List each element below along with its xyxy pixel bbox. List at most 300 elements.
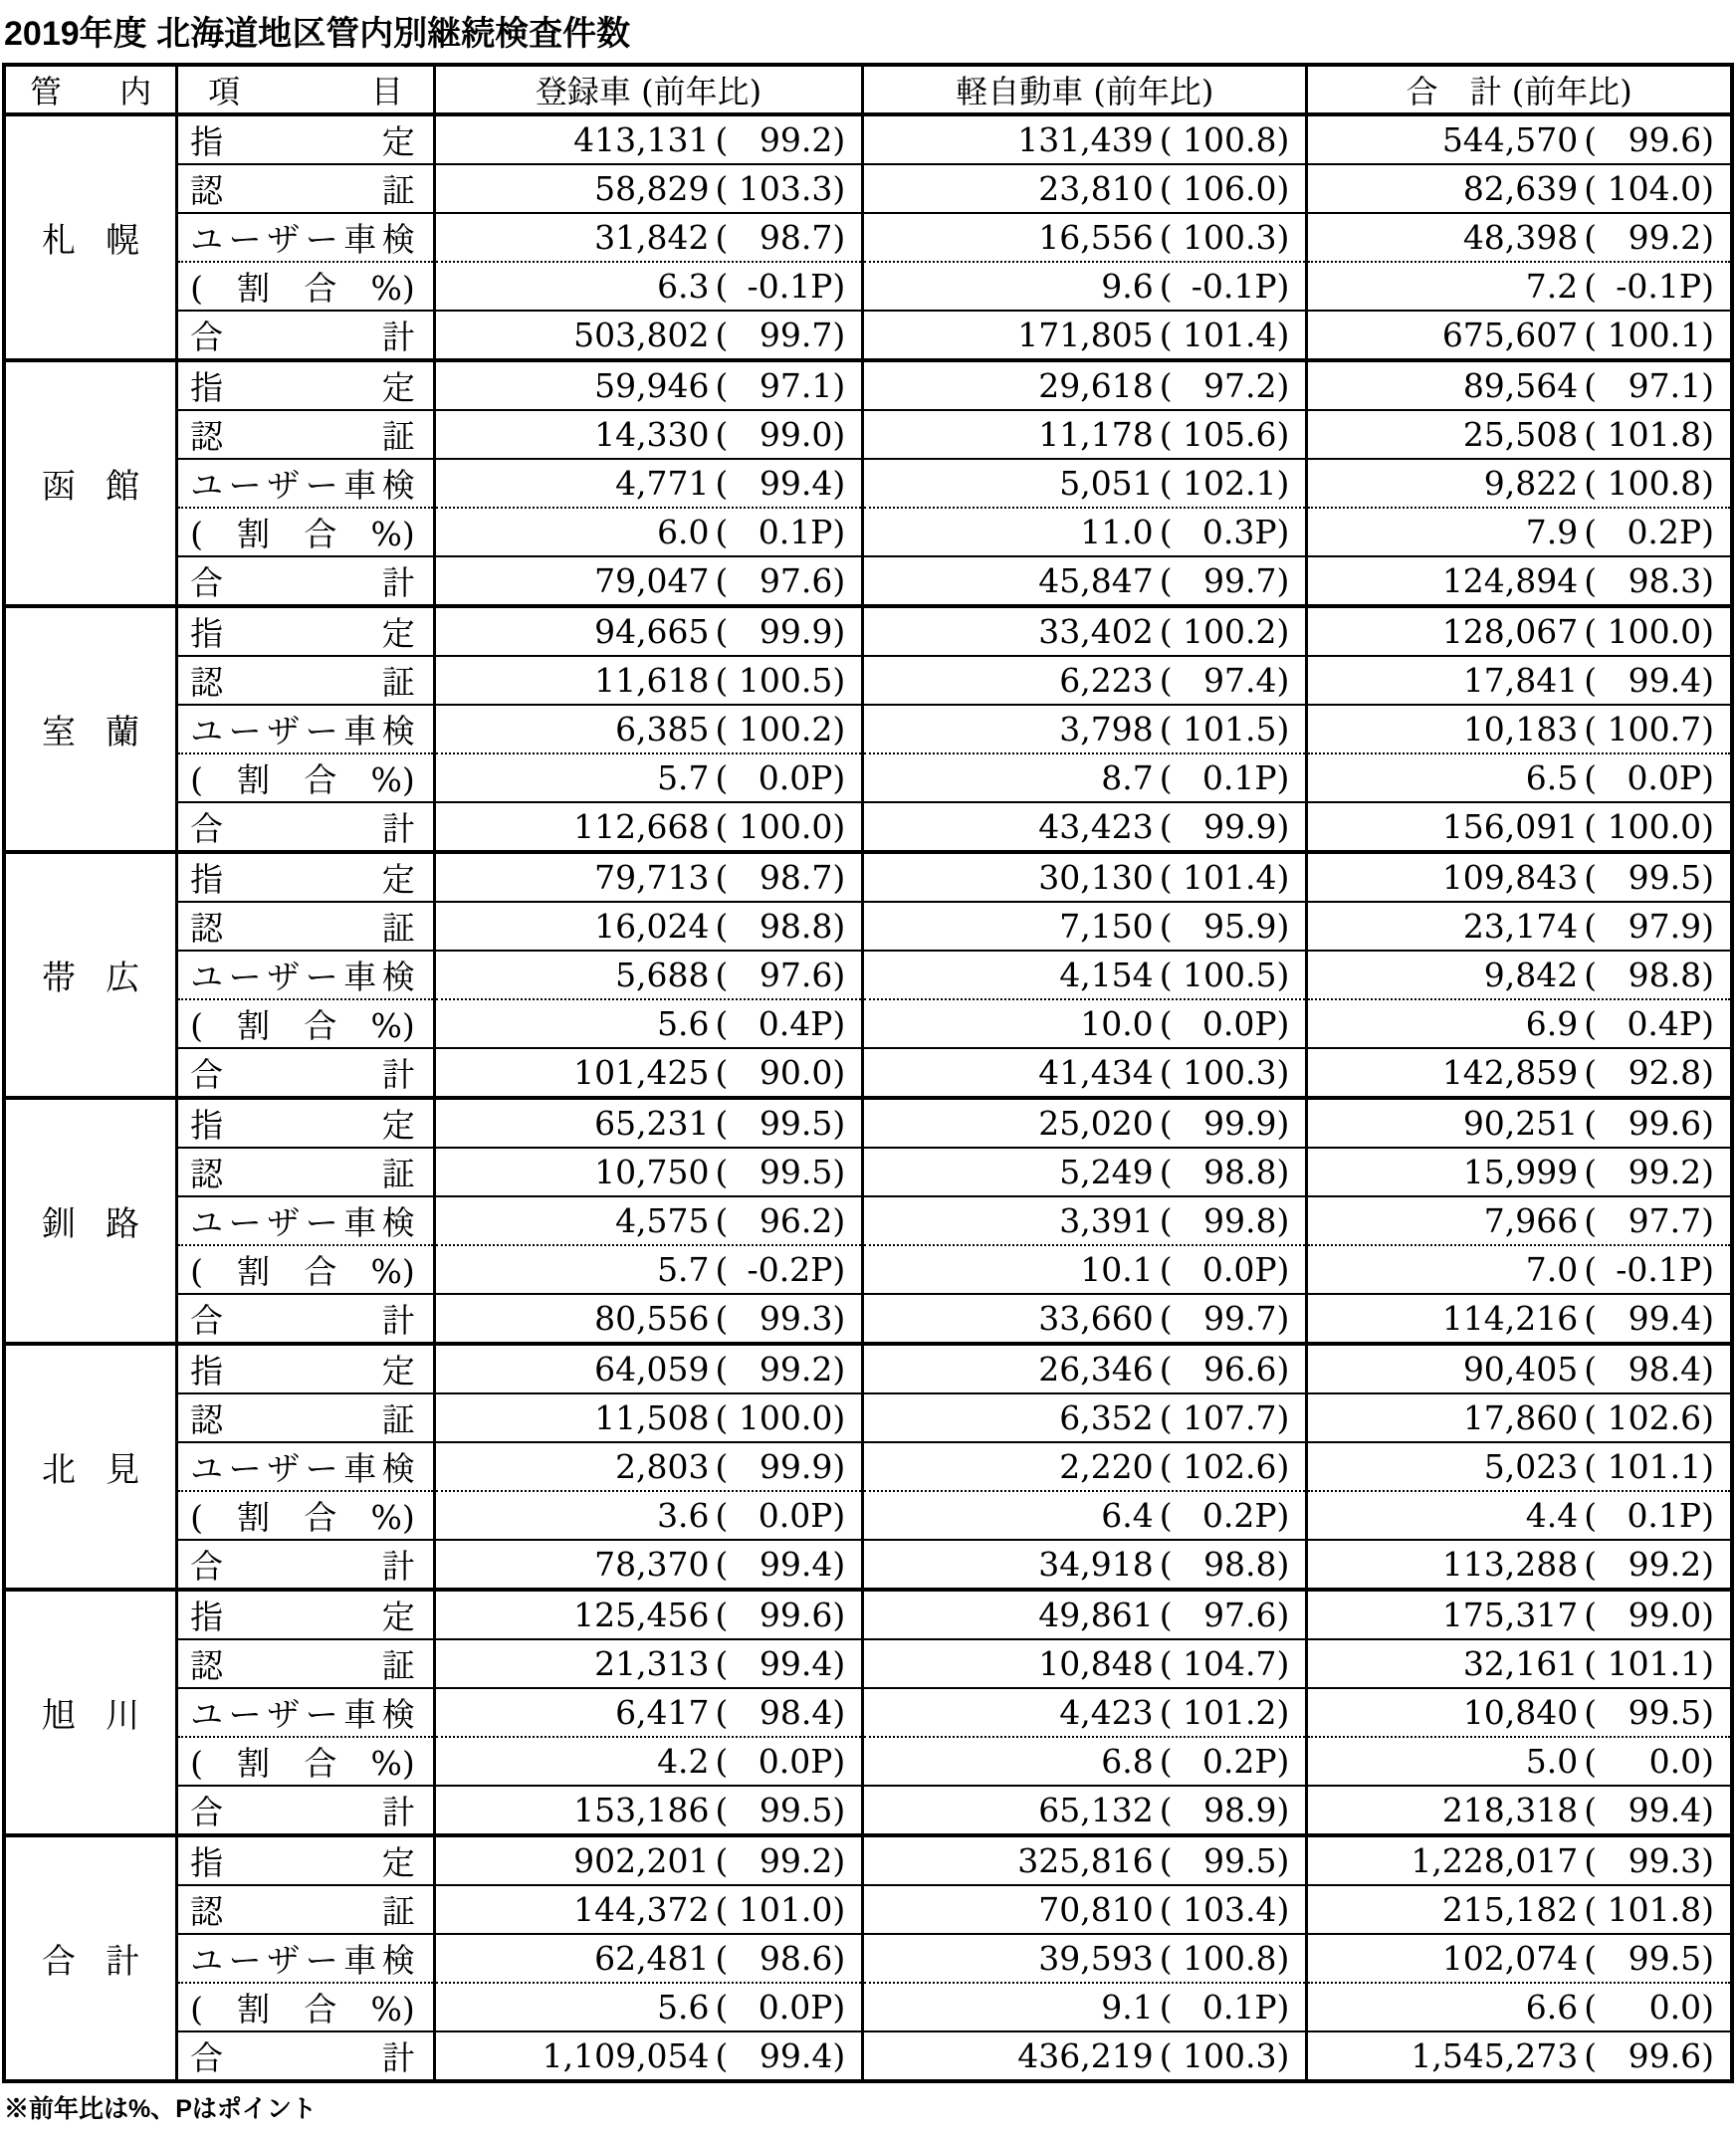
registered-yoy-ratio: 101.0 <box>738 1890 833 1929</box>
table-row <box>4 1540 1732 1590</box>
open-paren: ( <box>715 1153 729 1191</box>
close-paren: ) <box>1276 858 1290 897</box>
kei-yoy-ratio: -0.1P <box>1191 267 1277 306</box>
kei-count: 5,051 <box>1059 464 1154 503</box>
item-label: 指定 <box>177 114 435 164</box>
open-paren: ( <box>1159 2036 1173 2075</box>
total-yoy-ratio: 100.0 <box>1607 612 1702 651</box>
total-yoy-ratio: 104.0 <box>1607 169 1702 208</box>
kei-count: 39,593 <box>1038 1939 1154 1978</box>
registered-count: 5.7 <box>657 758 710 797</box>
district-block <box>4 1590 1732 1835</box>
registered-yoy-ratio: 0.4P <box>758 1004 833 1043</box>
kei-value-cell <box>863 360 1307 410</box>
total-count: 109,843 <box>1441 858 1579 897</box>
close-paren: ) <box>1701 1644 1714 1683</box>
close-paren: ) <box>1701 1153 1714 1191</box>
close-paren: ) <box>832 267 846 306</box>
total-value-cell <box>1307 1590 1732 1639</box>
item-label: 認証 <box>177 1639 435 1688</box>
open-paren: ( <box>1584 956 1598 994</box>
kei-value-cell <box>863 1590 1307 1639</box>
open-paren: ( <box>715 415 729 454</box>
kei-yoy-ratio: 107.7 <box>1183 1398 1277 1437</box>
registered-count: 6,385 <box>615 710 710 748</box>
total-value-cell <box>1307 114 1732 164</box>
kei-value-cell <box>863 311 1307 360</box>
registered-yoy-ratio: 100.5 <box>738 661 833 700</box>
total-yoy-ratio: 102.6 <box>1607 1398 1702 1437</box>
close-paren: ) <box>832 1496 846 1535</box>
total-value-cell <box>1307 1245 1732 1294</box>
registered-count: 64,059 <box>594 1350 710 1388</box>
item-label: 合計 <box>177 1294 435 1344</box>
kei-count: 11,178 <box>1038 415 1154 454</box>
total-value-cell <box>1307 164 1732 213</box>
registered-value-cell <box>434 1540 863 1590</box>
total-value-cell <box>1307 1344 1732 1393</box>
open-paren: ( <box>1159 1742 1173 1781</box>
close-paren: ) <box>1276 169 1290 208</box>
kei-yoy-ratio: 0.2P <box>1201 1496 1277 1535</box>
total-yoy-ratio: 0.2P <box>1627 513 1702 551</box>
registered-value-cell <box>434 556 863 606</box>
kei-yoy-ratio: 101.4 <box>1183 858 1277 897</box>
registered-yoy-ratio: 98.8 <box>759 907 833 946</box>
district-block <box>4 852 1732 1098</box>
kei-count: 33,660 <box>1038 1299 1154 1338</box>
total-count: 90,251 <box>1462 1104 1579 1143</box>
kei-yoy-ratio: 0.0P <box>1201 1250 1277 1289</box>
kei-value-cell <box>863 556 1307 606</box>
open-paren: ( <box>1584 1496 1598 1535</box>
kei-yoy-ratio: 98.8 <box>1203 1153 1277 1191</box>
close-paren: ) <box>1701 1053 1714 1092</box>
registered-value-cell <box>434 114 863 164</box>
open-paren: ( <box>1159 1201 1173 1240</box>
open-paren: ( <box>715 1201 729 1240</box>
kei-yoy-ratio: 95.9 <box>1203 907 1277 946</box>
table-row <box>4 1983 1732 2031</box>
kei-yoy-ratio: 100.5 <box>1183 956 1277 994</box>
registered-yoy-ratio: 98.7 <box>759 858 833 897</box>
registered-yoy-ratio: 97.1 <box>759 366 833 405</box>
kei-yoy-ratio: 105.6 <box>1183 415 1277 454</box>
table-row <box>4 2031 1732 2081</box>
total-count: 6.6 <box>1525 1988 1579 2027</box>
kei-value-cell <box>863 1688 1307 1737</box>
total-yoy-ratio: 99.4 <box>1628 1299 1702 1338</box>
kei-count: 16,556 <box>1038 218 1154 257</box>
table-row <box>4 1098 1732 1148</box>
kei-value-cell <box>863 753 1307 802</box>
open-paren: ( <box>715 464 729 503</box>
registered-yoy-ratio: 99.5 <box>759 1153 833 1191</box>
close-paren: ) <box>1276 464 1290 503</box>
registered-count: 5.6 <box>657 1988 710 2027</box>
total-yoy-ratio: 99.3 <box>1628 1841 1702 1880</box>
item-label: 合計 <box>177 1048 435 1098</box>
item-label: 合計 <box>177 556 435 606</box>
close-paren: ) <box>832 1299 846 1338</box>
close-paren: ) <box>832 1104 846 1143</box>
close-paren: ) <box>1701 807 1714 846</box>
table-row <box>4 1442 1732 1491</box>
kei-count: 25,020 <box>1038 1104 1154 1143</box>
total-yoy-ratio: 98.3 <box>1628 561 1702 600</box>
kei-value-cell <box>863 1442 1307 1491</box>
registered-value-cell <box>434 164 863 213</box>
registered-yoy-ratio: 99.4 <box>759 464 833 503</box>
registered-count: 5.7 <box>657 1250 710 1289</box>
close-paren: ) <box>1276 1693 1290 1732</box>
registered-value-cell <box>434 1737 863 1786</box>
registered-count: 2,803 <box>615 1447 710 1486</box>
close-paren: ) <box>832 1153 846 1191</box>
total-yoy-ratio: 99.5 <box>1628 1693 1702 1732</box>
total-count: 5.0 <box>1525 1742 1579 1781</box>
registered-count: 112,668 <box>573 807 710 846</box>
total-yoy-ratio: 99.2 <box>1628 1153 1702 1191</box>
total-value-cell <box>1307 606 1732 656</box>
registered-yoy-ratio: 98.4 <box>759 1693 833 1732</box>
total-count: 23,174 <box>1462 907 1579 946</box>
close-paren: ) <box>1701 1496 1714 1535</box>
open-paren: ( <box>1584 1350 1598 1388</box>
item-label: 認証 <box>177 1148 435 1196</box>
open-paren: ( <box>715 1398 729 1437</box>
total-count: 215,182 <box>1441 1890 1579 1929</box>
close-paren: ) <box>1701 956 1714 994</box>
close-paren: ) <box>832 1004 846 1043</box>
open-paren: ( <box>1159 758 1173 797</box>
close-paren: ) <box>1276 1890 1290 1929</box>
open-paren: ( <box>715 1496 729 1535</box>
table-row <box>4 1196 1732 1245</box>
total-value-cell <box>1307 1098 1732 1148</box>
open-paren: ( <box>1584 1153 1598 1191</box>
total-value-cell <box>1307 1835 1732 1885</box>
total-yoy-ratio: 99.6 <box>1628 2036 1702 2075</box>
open-paren: ( <box>1159 1250 1173 1289</box>
registered-count: 6,417 <box>615 1693 710 1732</box>
total-count: 675,607 <box>1441 316 1579 354</box>
close-paren: ) <box>1276 710 1290 748</box>
close-paren: ) <box>1276 907 1290 946</box>
close-paren: ) <box>1701 513 1714 551</box>
registered-count: 4.2 <box>657 1742 710 1781</box>
close-paren: ) <box>1701 1939 1714 1978</box>
total-yoy-ratio: 99.2 <box>1628 218 1702 257</box>
total-value-cell <box>1307 705 1732 753</box>
close-paren: ) <box>1276 1299 1290 1338</box>
open-paren: ( <box>715 366 729 405</box>
table-row <box>4 999 1732 1048</box>
item-label: (割合%) <box>177 1737 435 1786</box>
table-row <box>4 410 1732 459</box>
open-paren: ( <box>1584 1742 1598 1781</box>
kei-count: 4,154 <box>1059 956 1154 994</box>
total-yoy-ratio: 101.8 <box>1607 415 1702 454</box>
total-value-cell <box>1307 410 1732 459</box>
open-paren: ( <box>715 267 729 306</box>
total-value-cell <box>1307 656 1732 705</box>
close-paren: ) <box>832 1644 846 1683</box>
table-row <box>4 1048 1732 1098</box>
total-value-cell <box>1307 1196 1732 1245</box>
close-paren: ) <box>1701 120 1714 159</box>
registered-count: 413,131 <box>573 120 710 159</box>
total-count: 124,894 <box>1441 561 1579 600</box>
registered-value-cell <box>434 1393 863 1442</box>
kei-yoy-ratio: 101.4 <box>1183 316 1277 354</box>
total-count: 17,860 <box>1462 1398 1579 1437</box>
kei-value-cell <box>863 114 1307 164</box>
table-row <box>4 1148 1732 1196</box>
kei-yoy-ratio: 101.2 <box>1183 1693 1277 1732</box>
total-count: 175,317 <box>1441 1596 1579 1634</box>
kei-count: 2,220 <box>1059 1447 1154 1486</box>
kei-count: 5,249 <box>1059 1153 1154 1191</box>
open-paren: ( <box>1159 366 1173 405</box>
kei-yoy-ratio: 0.1P <box>1201 758 1277 797</box>
registered-count: 62,481 <box>594 1939 710 1978</box>
total-count: 15,999 <box>1462 1153 1579 1191</box>
kei-value-cell <box>863 508 1307 556</box>
kei-value-cell <box>863 951 1307 999</box>
total-value-cell <box>1307 2031 1732 2081</box>
close-paren: ) <box>1701 316 1714 354</box>
kei-count: 9.6 <box>1101 267 1154 306</box>
kei-value-cell <box>863 262 1307 311</box>
open-paren: ( <box>1159 120 1173 159</box>
kei-value-cell <box>863 802 1307 852</box>
total-yoy-ratio: 101.1 <box>1607 1447 1702 1486</box>
registered-yoy-ratio: 99.4 <box>759 1545 833 1584</box>
kei-count: 6.8 <box>1101 1742 1154 1781</box>
registered-value-cell <box>434 262 863 311</box>
inspection-count-table <box>2 63 1734 2083</box>
table-row <box>4 705 1732 753</box>
kei-count: 30,130 <box>1038 858 1154 897</box>
close-paren: ) <box>1276 1791 1290 1829</box>
open-paren: ( <box>715 758 729 797</box>
kei-value-cell <box>863 2031 1307 2081</box>
total-value-cell <box>1307 1048 1732 1098</box>
registered-yoy-ratio: 99.7 <box>759 316 833 354</box>
kei-yoy-ratio: 106.0 <box>1183 169 1277 208</box>
open-paren: ( <box>1584 513 1598 551</box>
kei-yoy-ratio: 100.2 <box>1183 612 1277 651</box>
registered-value-cell <box>434 902 863 951</box>
close-paren: ) <box>832 1939 846 1978</box>
close-paren: ) <box>832 1841 846 1880</box>
item-label: 合計 <box>177 1786 435 1835</box>
registered-count: 153,186 <box>573 1791 710 1829</box>
registered-yoy-ratio: 98.6 <box>759 1939 833 1978</box>
close-paren: ) <box>832 1398 846 1437</box>
total-count: 48,398 <box>1462 218 1579 257</box>
total-count: 25,508 <box>1462 415 1579 454</box>
item-label: 認証 <box>177 902 435 951</box>
close-paren: ) <box>1701 612 1714 651</box>
total-yoy-ratio: 97.7 <box>1628 1201 1702 1240</box>
total-value-cell <box>1307 1491 1732 1540</box>
kei-value-cell <box>863 1540 1307 1590</box>
col-header-item: 項目 <box>177 65 435 114</box>
close-paren: ) <box>1276 1742 1290 1781</box>
kei-value-cell <box>863 1048 1307 1098</box>
open-paren: ( <box>715 1053 729 1092</box>
table-row <box>4 508 1732 556</box>
close-paren: ) <box>1701 1596 1714 1634</box>
table-row <box>4 1786 1732 1835</box>
close-paren: ) <box>1701 267 1714 306</box>
open-paren: ( <box>1159 464 1173 503</box>
item-label: ユーザー車検 <box>177 213 435 262</box>
registered-yoy-ratio: 90.0 <box>759 1053 833 1092</box>
close-paren: ) <box>1701 1545 1714 1584</box>
close-paren: ) <box>1276 1596 1290 1634</box>
registered-count: 144,372 <box>573 1890 710 1929</box>
kei-value-cell <box>863 1885 1307 1934</box>
item-label: 認証 <box>177 1393 435 1442</box>
open-paren: ( <box>715 1939 729 1978</box>
kei-count: 325,816 <box>1017 1841 1154 1880</box>
open-paren: ( <box>1584 1398 1598 1437</box>
total-yoy-ratio: 100.1 <box>1607 316 1702 354</box>
open-paren: ( <box>1159 1104 1173 1143</box>
open-paren: ( <box>715 1742 729 1781</box>
total-count: 6.9 <box>1525 1004 1579 1043</box>
kei-yoy-ratio: 99.8 <box>1203 1201 1277 1240</box>
table-row <box>4 1245 1732 1294</box>
item-label: ユーザー車検 <box>177 951 435 999</box>
total-value-cell <box>1307 556 1732 606</box>
registered-value-cell <box>434 1688 863 1737</box>
total-yoy-ratio: 0.4P <box>1627 1004 1702 1043</box>
kei-value-cell <box>863 410 1307 459</box>
close-paren: ) <box>1701 661 1714 700</box>
registered-value-cell <box>434 802 863 852</box>
table-row <box>4 852 1732 902</box>
registered-count: 1,109,054 <box>542 2036 710 2075</box>
open-paren: ( <box>1584 661 1598 700</box>
registered-value-cell <box>434 1344 863 1393</box>
close-paren: ) <box>1701 758 1714 797</box>
kei-count: 6.4 <box>1101 1496 1154 1535</box>
total-yoy-ratio: 98.8 <box>1628 956 1702 994</box>
close-paren: ) <box>832 1250 846 1289</box>
total-count: 7.2 <box>1525 267 1579 306</box>
total-count: 10,183 <box>1462 710 1579 748</box>
open-paren: ( <box>1584 415 1598 454</box>
item-label: ユーザー車検 <box>177 1196 435 1245</box>
open-paren: ( <box>1159 1053 1173 1092</box>
total-value-cell <box>1307 459 1732 508</box>
close-paren: ) <box>1276 1053 1290 1092</box>
total-value-cell <box>1307 1983 1732 2031</box>
open-paren: ( <box>1159 858 1173 897</box>
total-yoy-ratio: 0.0 <box>1648 1742 1702 1781</box>
registered-count: 16,024 <box>594 907 710 946</box>
table-row <box>4 556 1732 606</box>
total-count: 1,228,017 <box>1410 1841 1579 1880</box>
open-paren: ( <box>715 1250 729 1289</box>
open-paren: ( <box>1584 807 1598 846</box>
table-row <box>4 1835 1732 1885</box>
district-name: 帯広 <box>4 852 177 1098</box>
total-value-cell <box>1307 508 1732 556</box>
open-paren: ( <box>1584 218 1598 257</box>
kei-count: 3,391 <box>1059 1201 1154 1240</box>
total-value-cell <box>1307 1540 1732 1590</box>
close-paren: ) <box>1276 1004 1290 1043</box>
total-count: 5,023 <box>1483 1447 1579 1486</box>
open-paren: ( <box>715 1644 729 1683</box>
close-paren: ) <box>1276 316 1290 354</box>
kei-count: 45,847 <box>1038 561 1154 600</box>
total-yoy-ratio: 100.7 <box>1607 710 1702 748</box>
kei-value-cell <box>863 1786 1307 1835</box>
open-paren: ( <box>715 169 729 208</box>
kei-yoy-ratio: 99.9 <box>1203 1104 1277 1143</box>
registered-value-cell <box>434 999 863 1048</box>
close-paren: ) <box>832 956 846 994</box>
kei-value-cell <box>863 1737 1307 1786</box>
open-paren: ( <box>715 1596 729 1634</box>
open-paren: ( <box>715 661 729 700</box>
open-paren: ( <box>1159 316 1173 354</box>
registered-value-cell <box>434 606 863 656</box>
open-paren: ( <box>715 1104 729 1143</box>
district-block <box>4 114 1732 360</box>
open-paren: ( <box>1159 1299 1173 1338</box>
close-paren: ) <box>1701 218 1714 257</box>
registered-count: 6.3 <box>657 267 710 306</box>
registered-count: 125,456 <box>573 1596 710 1634</box>
registered-value-cell <box>434 459 863 508</box>
total-count: 1,545,273 <box>1410 2036 1579 2075</box>
registered-yoy-ratio: 97.6 <box>759 956 833 994</box>
district-block <box>4 1344 1732 1590</box>
item-label: 合計 <box>177 1540 435 1590</box>
kei-value-cell <box>863 1639 1307 1688</box>
kei-value-cell <box>863 902 1307 951</box>
total-count: 10,840 <box>1462 1693 1579 1732</box>
kei-count: 29,618 <box>1038 366 1154 405</box>
registered-value-cell <box>434 360 863 410</box>
total-yoy-ratio: 100.0 <box>1607 807 1702 846</box>
kei-yoy-ratio: 100.3 <box>1183 1053 1277 1092</box>
open-paren: ( <box>715 1791 729 1829</box>
close-paren: ) <box>1276 1104 1290 1143</box>
item-label: (割合%) <box>177 753 435 802</box>
kei-yoy-ratio: 99.7 <box>1203 561 1277 600</box>
district-name: 札幌 <box>4 114 177 360</box>
close-paren: ) <box>832 661 846 700</box>
registered-value-cell <box>434 1196 863 1245</box>
table-row <box>4 753 1732 802</box>
district-block <box>4 1098 1732 1344</box>
total-value-cell <box>1307 1639 1732 1688</box>
close-paren: ) <box>1701 464 1714 503</box>
close-paren: ) <box>1276 120 1290 159</box>
close-paren: ) <box>1701 1742 1714 1781</box>
open-paren: ( <box>1159 612 1173 651</box>
kei-yoy-ratio: 102.6 <box>1183 1447 1277 1486</box>
registered-value-cell <box>434 1294 863 1344</box>
